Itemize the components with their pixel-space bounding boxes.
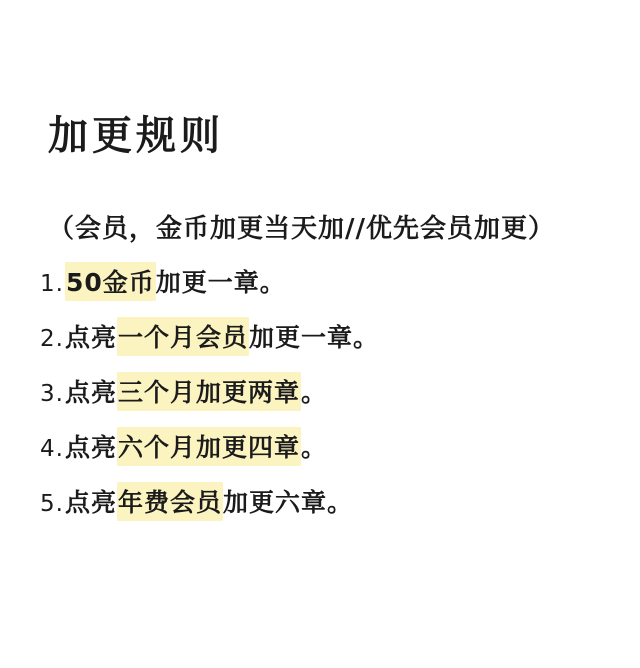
- rule-text: 加更一章。: [155, 268, 286, 297]
- page-title: 加更规则: [48, 113, 224, 159]
- list-item: [40, 372, 600, 411]
- rule-number: 3.: [40, 381, 64, 407]
- rule-highlight: 50金币: [65, 262, 156, 301]
- rules-list: [40, 262, 600, 537]
- rule-text: 。: [300, 378, 327, 407]
- rule-highlight: 六个月加更四章: [117, 427, 301, 466]
- list-item: [40, 427, 600, 466]
- rule-number: 1.: [40, 271, 64, 297]
- list-item: [40, 317, 600, 356]
- rule-prefix: 点亮: [64, 488, 117, 517]
- rule-text: 加更一章。: [248, 323, 379, 352]
- rule-number: 2.: [40, 326, 64, 352]
- list-item: [40, 262, 600, 301]
- list-item: [40, 482, 600, 521]
- rule-prefix: 点亮: [64, 378, 117, 407]
- rule-prefix: 点亮: [64, 433, 117, 462]
- rule-prefix: 点亮: [64, 323, 117, 352]
- rule-highlight: 一个月会员: [117, 317, 249, 356]
- document-subtitle: （会员，金币加更当天加//优先会员加更）: [48, 214, 555, 244]
- rule-text: 加更六章。: [222, 488, 353, 517]
- rule-highlight: 年费会员: [117, 482, 223, 521]
- rule-number: 5.: [40, 491, 64, 517]
- rule-text: 。: [300, 433, 327, 462]
- rule-number: 4.: [40, 436, 64, 462]
- rule-highlight: 三个月加更两章: [117, 372, 301, 411]
